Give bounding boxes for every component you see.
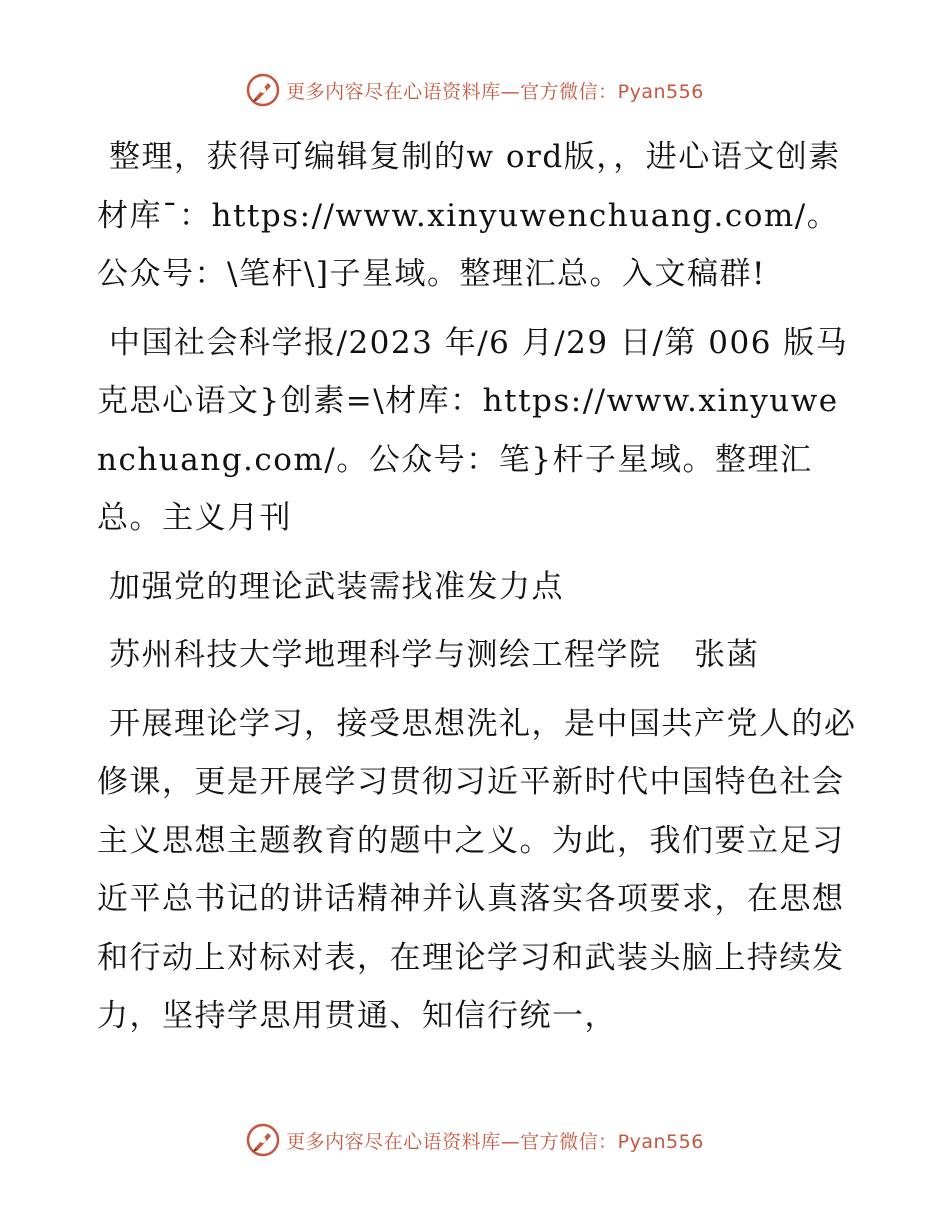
footer-banner [0, 1120, 950, 1160]
paragraph-body [97, 695, 857, 1046]
pen-logo-icon [246, 73, 280, 107]
header-banner [0, 70, 950, 110]
paragraph-source-note [97, 128, 857, 304]
document-body [97, 128, 857, 1056]
paragraph-text: 整理，获得可编辑复制的w ord版，，进心语文创素材库¯：https://www.xinyuwenchuang.com/。公众号：\笔杆\]子星域。整理汇总。入文稿群! [97, 139, 841, 292]
article-author-text: 苏州科技大学地理科学与测绘工程学院 张菡 [109, 637, 759, 673]
article-author [97, 626, 857, 685]
header-banner-text: 更多内容尽在心语资料库—官方微信：Pyan556 [286, 80, 704, 103]
footer-banner-text: 更多内容尽在心语资料库—官方微信：Pyan556 [286, 1130, 704, 1153]
paragraph-publication-info [97, 314, 857, 548]
paragraph-text: 中国社会科学报/2023 年/6 月/29 日/第 006 版马克思心语文}创素=\材库：https://www.xinyuwenchuang.com/。公众号：笔}杆子星域。整理汇总。主义月刊 [97, 324, 849, 536]
paragraph-text: 开展理论学习，接受思想洗礼，是中国共产党人的必修课，更是开展学习贯彻习近平新时代中国特色社会主义思想主题教育的题中之义。为此，我们要立足习近平总书记的讲话精神并认真落实各项要求，在思想和行动上对标对表，在理论学习和武装头脑上持续发力，坚持学思用贯通、知信行统一， [97, 705, 857, 1034]
article-title-text: 加强党的理论武装需找准发力点 [109, 568, 564, 605]
article-title [97, 558, 857, 617]
pen-logo-icon [246, 1123, 280, 1157]
